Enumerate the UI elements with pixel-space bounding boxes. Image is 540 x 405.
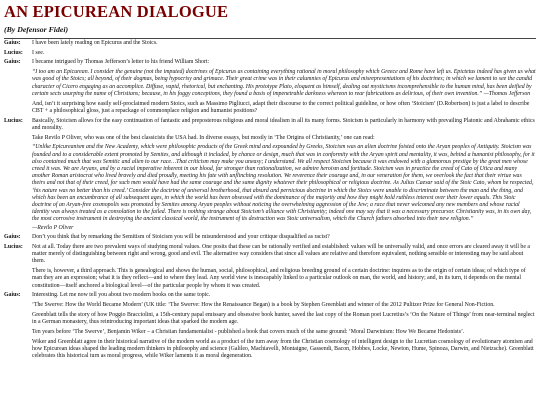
entry-paragraph: And, isn’t it surprising how easily self-proclaimed modern Stoics, such as Massimo Pigliucci, adapt their discourse to the correct political guideline, or how often ‘Stoicism’ (D.Robertson) is just a label to describe CBT + a philosophical gloss, just a repackage of commonplace religion and humanist positions? — [32, 100, 530, 114]
entry-paragraph: ‘The Swerve: How the World Became Modern’ (UK title: ‘The Swerve: How the Renaissance Began) is a book by Stephen Greenblatt and winner of the 2012 Pulitzer Prize for General Non-Fiction. — [32, 302, 495, 309]
entry-paragraph: I became intrigued by Thomas Jefferson’s letter to his friend William Short: — [32, 59, 210, 66]
block-quote: “Unlike Epicureanism and the New Academy, which were philosophic products of the Greek mind and expounded by Greeks, Stoicism was an alien doctrine foisted onto the Aryan peoples of Antiquity. Stoicism was founded and to a considerable extent promoted by Semites, and although it included, by chance or design, much that was in conformity with the Aryan spirit and mentality, it was, behind a humanist philosophy, for it also contained much that was Semitic and alien to our race…That criticism may make you uneasy; I understand. We all respect Stoicism because it was endowed with a glamorous prestige by the great men whose creed it was. We are Aryans, and by a racial imperative inherent in our blood, far stronger than rationalization, we admire heroism and fortitude. Stoicism was in practice the creed of Cato of Utica and many another Roman aristocrat who lived bravely and died proudly, meeting his fate with unflinching resolution. We reverence their courage and, in our veneration for them, we overlook the fact that their virtue was theirs and not that of their creed, for such men would have had the same courage and the same dignity whatever their philosophical or religious doctrine. As Julius Caesar said of the Stoic Cato, whom he respected, ‘his nature was no better than his creed.’ Consider the doctrine of universal brotherhood, that absurd and pernicious doctrine in which the Stoics were unable to discriminate between the man and the thing, and which has been an encumbrance of all subsequent ages, in which the world has been obsessed with the dominance of the majority and how they might hold ruthless interest over their lower equals. This Stoic doctrine of an Aryan-free cosmopolis was promoted by Semites among Aryan peoples without noticing the overwhelming aggression of the Jew; a race that never welcomed any new members and whose racial identity was always treated as a consolation to the failed. There is nothing strange about Stoicism’s alliance with Christianity; indeed one may say that it was a necessary precursor. Christianity was, in its own day, the most corrosive instrument in destroying the ancient classical world, the instrument of its destruction was Stoic universalism, which the Church fathers absorbed into their new religion.” — [32, 144, 535, 223]
entry-paragraph: Wiker and Greenblatt agree in their historical narrative of the modern world as a product of the turn away from the Christian cosmology of intelligent design to the Lucretian cosmology of evolutionary atomism and how Epicurean ideas shaped the leading modern thinkers in philosophy and science (Galileo, Machiavelli, Montaigne, Gassendi, Bacon, Hobbes, Locke, Newton, Hume, Spinoza, Darwin, and Nietzsche). Greenblatt celebrates this historical turn as moral progress, while Wiker laments it as moral degeneration. — [32, 338, 534, 360]
dialogue-entry — [4, 59, 536, 115]
entry-paragraph: Greenblatt tells the story of how Poggio Bracciolini, a 15th-century papal emissary and obsessive book hunter, saved the last copy of the Roman poet Lucretius’s ‘On the Nature of Things’ from near-terminal neglect in a German monastery, thus reintroducing important ideas that sparked the modern age. — [32, 311, 535, 326]
speaker-label: Lucius: — [4, 117, 23, 124]
entry-paragraph: Take Revilo P Oliver, who was one of the best classicists the USA had. In diverse essays, but mostly in ‘The Origins of Christianity,’ one can read: — [32, 134, 375, 141]
block-quote: “I too am an Epicurean. I consider the genuine (not the imputed) doctrines of Epicurus as containing everything rational in moral philosophy which Greece and Rome have left us. Epictetus indeed has given us what was good of the Stoics; all beyond, of their dogmas, being hypocrisy and grimace. Their great crime was in their calumnies of Epicurus and misrepresentations of his doctrines; in which we lament to see the candid character of Cicero engaging as an accomplice. Diffuse, vapid, rhetorical, but enchanting. His prototype Plato, eloquent as himself, dealing out mysticisms incomprehensible to the human mind, has been deified by certain sects usurping the name of Christians; because, in his foggy conceptions, they found a basis of impenetrable darkness whereon to rear fabrications as delirious, of their own invention.” —Thomas Jefferson — [32, 69, 536, 97]
entry-paragraph: Ten years before ‘The Swerve’, Benjamin Wiker – a Christian fundamentalist - published a book that covers much of the same ground: ‘Moral Darwinism: How We Became Hedonists’. — [32, 328, 465, 335]
entry-paragraph: There is, however, a third approach. This is genealogical and shows the human, social, philosophical, and religious breeding ground of a certain doctrine: inquires as to the origin of certain ideas; of which type of man they are an expression; what it is they reflect—and to where they lead. Any world view is inescapably linked to a particular outlook on man, the world, and history; and, in its turn, it depends on the mental constitution—itself anchored a biological level—of the particular people by whom it was created. — [32, 268, 526, 289]
entry-paragraph: Interesting. Let me now tell you about two modern books on the same topic. — [32, 292, 211, 299]
speaker-label: Gaius: — [4, 292, 21, 299]
dialogue-entry — [4, 244, 536, 290]
byline: (By Defensor Fidei) — [4, 25, 69, 34]
speaker-label: Gaius: — [4, 234, 21, 241]
entry-text — [32, 234, 536, 241]
article-title: AN EPICUREAN DIALOGUE — [4, 2, 229, 21]
entry-text — [32, 118, 536, 232]
entry-text — [32, 59, 536, 115]
entry-paragraph: I see. — [32, 49, 45, 56]
dialogue-entry — [4, 292, 536, 360]
entry-text — [32, 292, 536, 360]
article — [4, 0, 536, 363]
entry-paragraph: Don’t you think that by remarking the Semitism of Stoicism you will be misunderstood and your critique disqualified as racist? — [32, 234, 330, 241]
dialogue-entry — [4, 40, 536, 47]
entry-paragraph: Not at all. Today there are two prevalent ways of studying moral values. One posits that these can be rationally verified and established: values will be universally valid, and once errors are cleared away it will be a matter merely of distinguishing between right and wrong, good and evil. The alternative way considers that since all values are relative and therefore equivalent, nothing sensible or interesting may be said about them. — [32, 243, 530, 265]
entry-text — [32, 244, 536, 290]
dialogue-body — [4, 40, 536, 360]
speaker-label: Lucius: — [4, 49, 23, 56]
speaker-label: Lucius: — [4, 243, 23, 250]
entry-text — [32, 50, 536, 57]
speaker-label: Gaius: — [4, 59, 21, 66]
dialogue-entry — [4, 50, 536, 57]
entry-text — [32, 40, 536, 47]
title-divider — [4, 38, 536, 39]
entry-paragraph: Basically, Stoicism allows for the easy continuation of fantastic and preposterous religious and moral idealism in all its many forms. Stoicism is particularly in harmony with prevailing Platonic and Abrahamic ethics and morality. — [32, 117, 535, 131]
dialogue-entry — [4, 118, 536, 232]
entry-paragraph: I have been lately reading on Epicurus and the Stoics. — [32, 40, 158, 46]
speaker-label: Gaius: — [4, 40, 21, 46]
quote-citation: —Revilo P Oliver — [32, 224, 74, 231]
dialogue-entry — [4, 234, 536, 241]
